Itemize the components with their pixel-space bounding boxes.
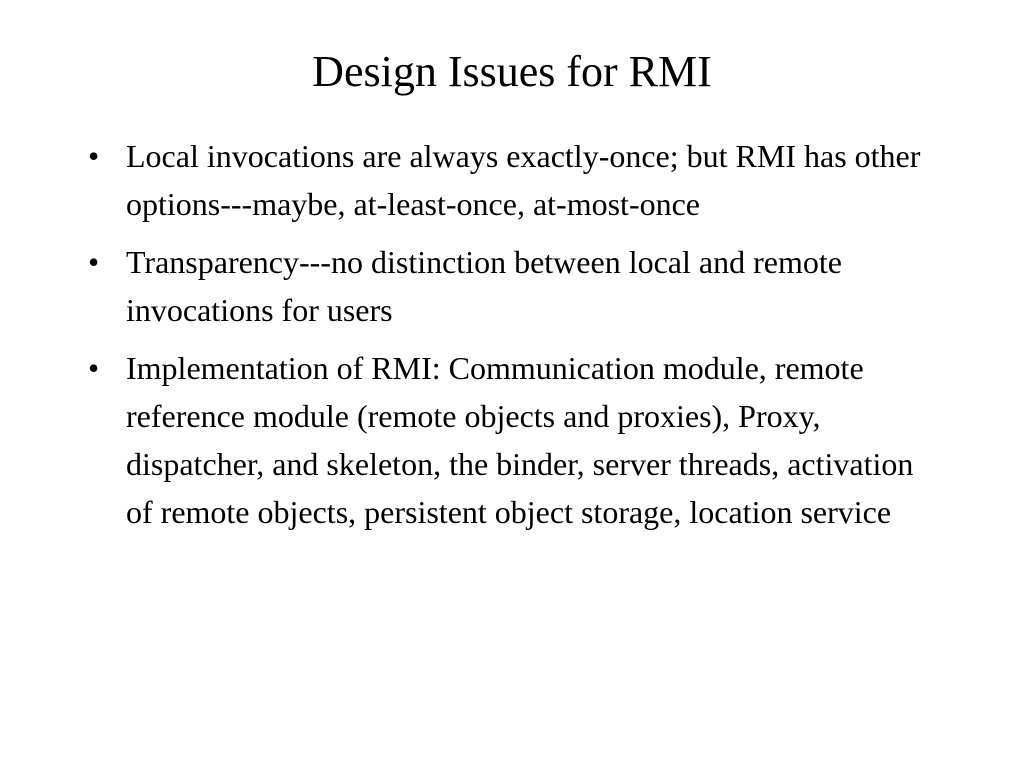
slide-title: Design Issues for RMI — [312, 47, 712, 96]
bullet-item — [86, 344, 946, 536]
bullet-item — [86, 132, 946, 228]
bullet-text: Transparency---no distinction between local and remote invocations for users — [126, 244, 842, 328]
bullet-dot-icon: • — [88, 138, 100, 174]
bullet-text: Local invocations are always exactly-once; but RMI has other options---maybe, at-least-once, at-most-once — [126, 138, 921, 222]
bullet-list — [86, 132, 946, 546]
bullet-item — [86, 238, 946, 334]
bullet-dot-icon: • — [88, 350, 100, 386]
bullet-dot-icon: • — [88, 244, 100, 280]
bullet-text: Implementation of RMI: Communication module, remote reference module (remote objects and proxies), Proxy, dispatcher, and skeleton, the binder, server threads, activation of remote objects, persistent object storage, location service — [126, 350, 914, 530]
